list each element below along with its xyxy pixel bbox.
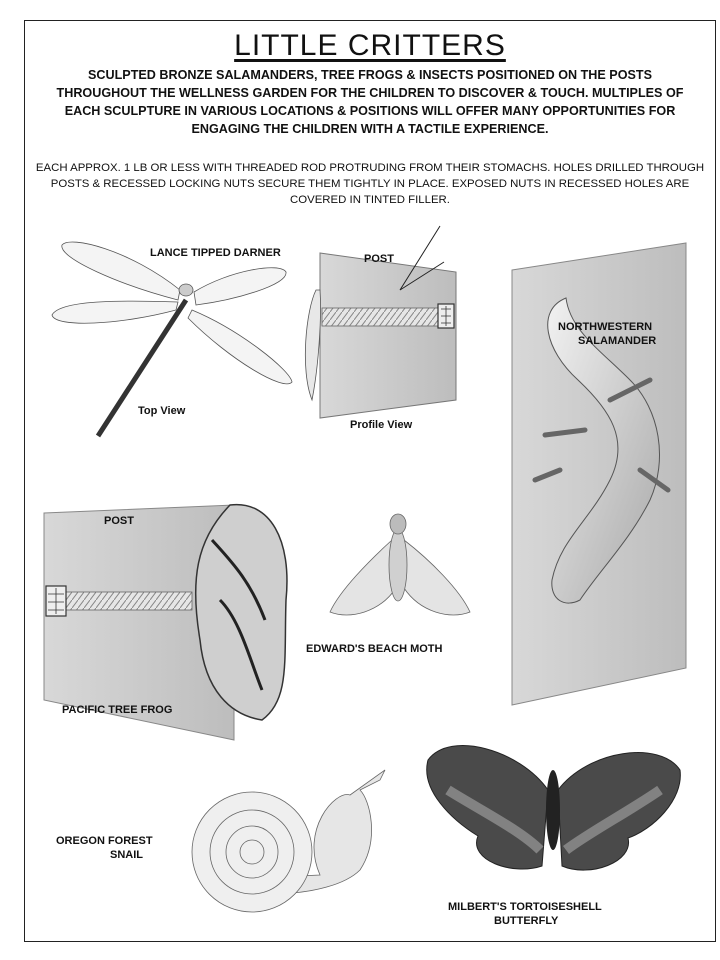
label-salamander-line-1: NORTHWESTERN	[558, 321, 653, 333]
label-lance-tipped-darner: LANCE TIPPED DARNER	[150, 247, 281, 259]
page-title: LITTLE CRITTERS	[234, 29, 506, 62]
moth-image	[330, 514, 470, 615]
salamander-panel-image	[512, 243, 686, 705]
label-edwards-beach-moth: EDWARD'S BEACH MOTH	[306, 643, 443, 655]
snail-image	[192, 770, 385, 912]
label-snail-line-2: SNAIL	[110, 849, 143, 861]
label-pacific-tree-frog: PACIFIC TREE FROG	[62, 704, 173, 716]
intro-paragraph: SCULPTED BRONZE SALAMANDERS, TREE FROGS & INSECTS POSITIONED ON THE POSTS THROUGHOUT THE WELLNESS GARDEN FOR THE CHILDREN TO DISCOVER & TOUCH. MULTIPLES OF EACH SCULPTURE IN VARIOUS LOCATIONS & POSITIONS WILL OFFER MANY OPPORTUNITIES FOR ENGAGING THE CHILDREN WITH A TACTILE EXPERIENCE.	[56, 68, 684, 136]
details-paragraph: EACH APPROX. 1 LB OR LESS WITH THREADED ROD PROTRUDING FROM THEIR STOMACHS. HOLES DRILLED THROUGH POSTS & RECESSED LOCKING NUTS SECURE THEM TIGHTLY IN PLACE. EXPOSED NUTS IN RECESSED HOLES ARE COVERED IN TINTED FILLER.	[35, 162, 705, 206]
label-salamander-line-2: SALAMANDER	[578, 335, 657, 347]
label-butterfly-line-2: BUTTERFLY	[494, 915, 559, 927]
label-snail-line-1: OREGON FOREST	[56, 835, 153, 847]
label-profile-view: Profile View	[350, 419, 413, 431]
label-post-1: POST	[364, 253, 394, 265]
label-post-2: POST	[104, 515, 134, 527]
label-top-view: Top View	[138, 405, 186, 417]
butterfly-image	[427, 746, 681, 871]
label-butterfly-line-1: MILBERT'S TORTOISESHELL	[448, 901, 602, 913]
